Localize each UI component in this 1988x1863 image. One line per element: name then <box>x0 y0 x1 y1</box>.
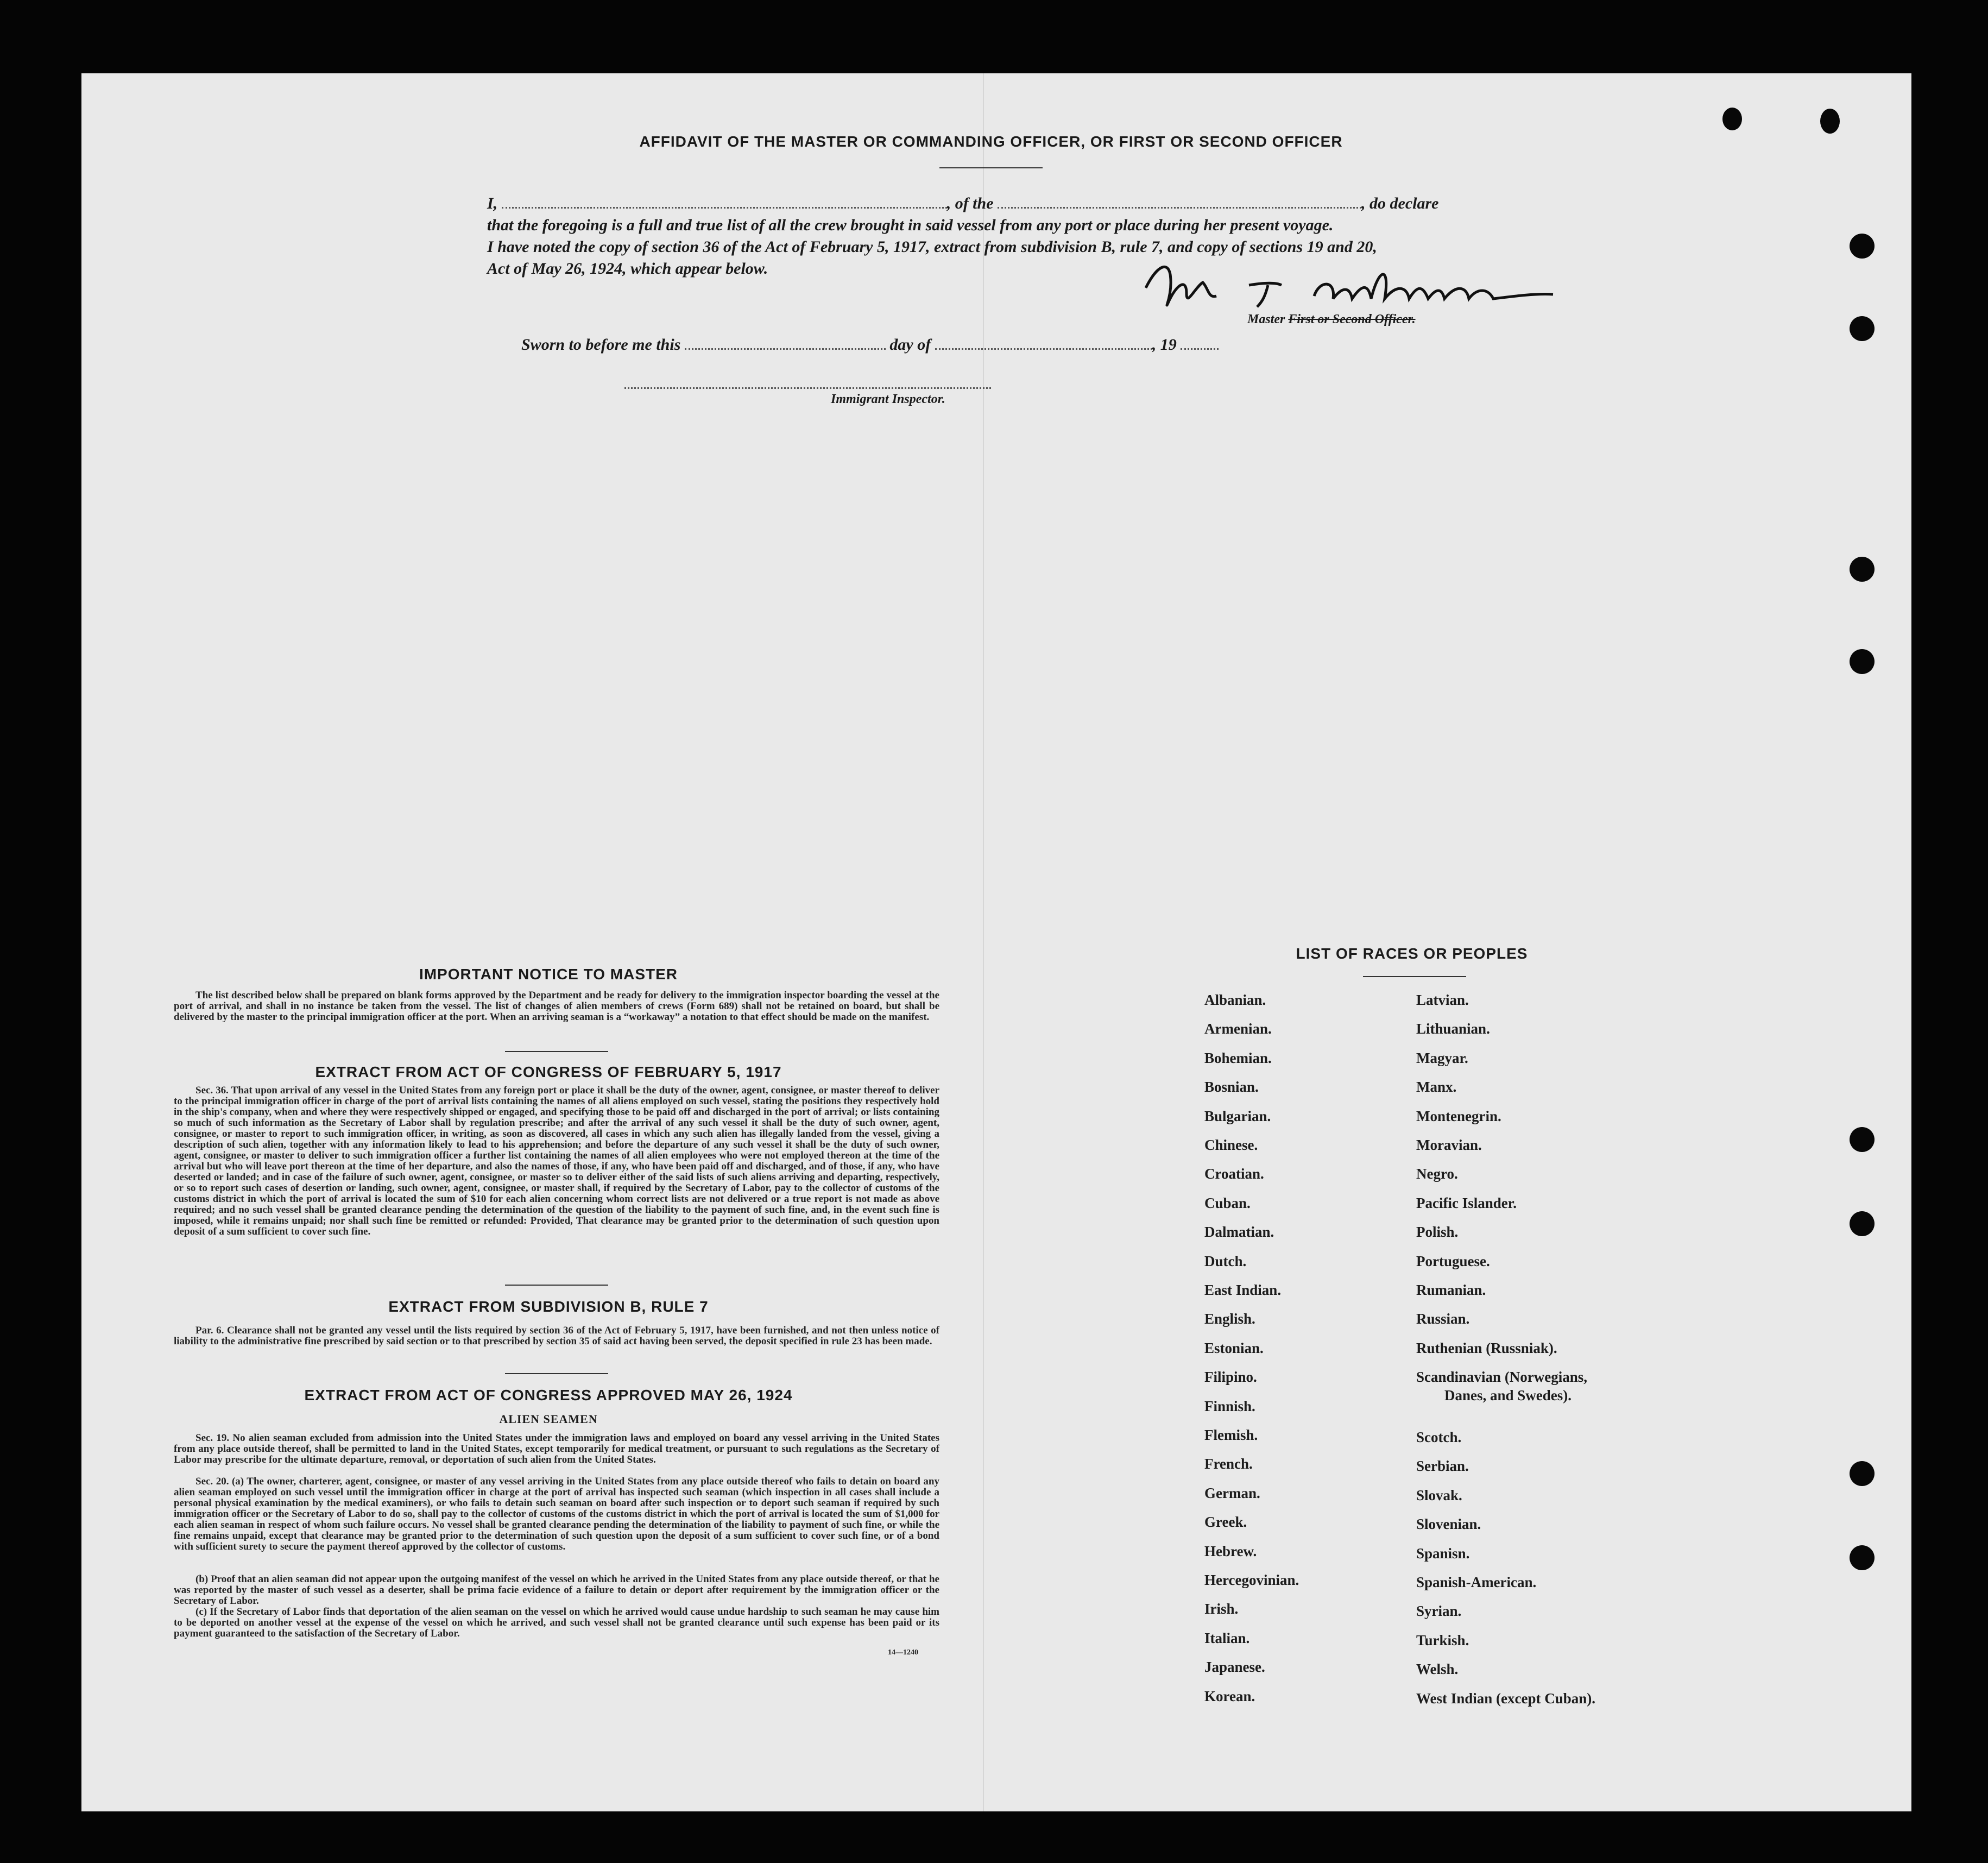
race-item: Scotch. <box>1416 1429 1462 1445</box>
punch-hole <box>1850 316 1875 341</box>
punch-hole <box>1820 109 1840 134</box>
punch-hole <box>1850 1211 1875 1236</box>
race-item: Finnish. <box>1204 1398 1255 1414</box>
race-item: Italian. <box>1204 1629 1250 1646</box>
rule7-text: Par. 6. Clearance shall not be granted any vessel until the lists required by section 36 of the Act of February 5, 1917, have been furnished, and not then unless notice of liability to the administrative fine prescribed by said section or to that prescribed by section 35 of said act having been served, the deposit specified in rule 23 has been made. <box>174 1325 939 1347</box>
affidavit-title: AFFIDAVIT OF THE MASTER OR COMMANDING OFFICER, OR FIRST OR SECOND OFFICER <box>639 133 1343 150</box>
punch-hole <box>1850 557 1875 582</box>
declare-label: , do declare <box>1361 194 1439 212</box>
races-title: LIST OF RACES OR PEOPLES <box>1296 945 1528 962</box>
punch-hole <box>1722 108 1742 130</box>
sworn-year-field[interactable] <box>1181 348 1219 350</box>
punch-hole <box>1850 1127 1875 1152</box>
race-item: Flemish. <box>1204 1427 1258 1443</box>
race-item: French. <box>1204 1456 1253 1472</box>
sec20b-text: (b) Proof that an alien seaman did not appear upon the outgoing manifest of the vessel on which he arrived in the United States from any place outside thereof, or that he was reported by the master of such vessel as a deserter, shall be prima facie evidence of a failure to detain or deport after requirement by the immigration officer or the Secretary of Labor. <box>174 1574 939 1607</box>
race-item: Montenegrin. <box>1416 1107 1501 1124</box>
race-item: Syrian. <box>1416 1603 1462 1620</box>
race-item: Slovenian. <box>1416 1516 1481 1533</box>
races-divider <box>1363 976 1466 977</box>
title-divider <box>939 167 1043 168</box>
master-signature <box>1135 255 1558 315</box>
year-label: , 19 <box>1152 336 1177 354</box>
race-item: Pacific Islander. <box>1416 1194 1517 1211</box>
race-item: German. <box>1204 1484 1260 1501</box>
punch-hole <box>1850 234 1875 259</box>
race-item: Polish. <box>1416 1224 1459 1241</box>
sworn-line <box>521 336 1219 354</box>
race-item: Danes, and Swedes). <box>1444 1387 1572 1404</box>
punch-hole <box>1850 1461 1875 1486</box>
race-item: Latvian. <box>1416 992 1469 1008</box>
race-item: Cuban. <box>1204 1194 1251 1211</box>
race-item: Scandinavian (Norwegians, <box>1416 1369 1588 1386</box>
extract-1917-title: EXTRACT FROM ACT OF CONGRESS OF FEBRUARY 5, 1917 <box>315 1063 782 1080</box>
race-item: Magyar. <box>1416 1049 1468 1066</box>
sworn-day-field[interactable] <box>685 348 886 350</box>
race-item: Korean. <box>1204 1688 1255 1704</box>
race-item: Bulgarian. <box>1204 1107 1271 1124</box>
alien-seamen-subtitle: ALIEN SEAMEN <box>499 1412 598 1426</box>
master-label: Master <box>1247 312 1285 326</box>
race-item: Armenian. <box>1204 1021 1272 1037</box>
rule7-title: EXTRACT FROM SUBDIVISION B, RULE 7 <box>388 1298 709 1315</box>
race-item: Turkish. <box>1416 1632 1469 1648</box>
punch-hole <box>1850 1545 1875 1570</box>
race-item: Dalmatian. <box>1204 1224 1274 1241</box>
race-item: Slovak. <box>1416 1487 1462 1503</box>
race-item: Bohemian. <box>1204 1049 1272 1066</box>
vessel-name-field[interactable] <box>998 207 1361 209</box>
sworn-month-field[interactable] <box>935 348 1152 350</box>
affidavit-line-1 <box>487 194 1438 213</box>
race-item: West Indian (except Cuban). <box>1416 1690 1596 1707</box>
race-item: Irish. <box>1204 1601 1239 1617</box>
sworn-label: Sworn to before me this <box>521 336 681 354</box>
race-item: Spanish-American. <box>1416 1574 1537 1590</box>
race-item: Russian. <box>1416 1311 1470 1327</box>
race-item: Portuguese. <box>1416 1253 1490 1269</box>
divider <box>505 1285 608 1286</box>
sec20c-text: (c) If the Secretary of Labor finds that deportation of the alien seaman on the vessel on which he arrived would cause undue hardship to such seaman he may cause him to be deported on another vessel at the expense of the vessel on which he arrived, and such vessel shall not be granted clearance until such expense has been paid or its payment guaranteed to the satisfaction of the Secretary of Labor. <box>174 1606 939 1639</box>
divider <box>505 1051 608 1052</box>
race-item: Bosnian. <box>1204 1079 1259 1096</box>
race-item: Japanese. <box>1204 1659 1265 1676</box>
inspector-signature-line[interactable] <box>624 387 991 389</box>
race-item: Hebrew. <box>1204 1543 1257 1559</box>
affidavit-line-2: that the foregoing is a full and true list of all the crew brought in said vessel from any port or place during her present voyage. <box>487 216 1334 234</box>
race-item: East Indian. <box>1204 1282 1282 1298</box>
extract-1917-text: Sec. 36. That upon arrival of any vessel in the United States from any foreign port or place it shall be the duty of the owner, agent, consignee, or master thereof to deliver to the principal immigration officer in charge of the port of arrival lists containing the names of all aliens employed on such vessel, stating the positions they respectively hold in the ship's company, when and where they were respectively shipped or engaged, and specifying those to be paid off and discharged in the port of arrival; or lists containing so much of such information as the Secretary of Labor shall by regulation prescribe; and after the arrival of any such vessel it shall be the duty of such owner, agent, consignee, or master to report to such immigration officer, in writing, as soon as discovered, all cases in which any such alien has illegally landed from the vessel, giving a description of such alien, together with any information likely to lead to his apprehension; and before the departure of any such vessel it shall be the duty of such owner, agent, consignee, or master to deliver to such immigration officer a further list containing the names of all alien employees who were not employed thereon at the time of the arrival but who will leave port thereon at the time of her departure, and also the names of those, if any, who have been paid off and discharged, and of those, if any, who have deserted or landed; and in case of the failure of such owner, agent, consignee, or master so to deliver either of the said lists of such aliens arriving and departing, respectively, or so to report such cases of desertion or landing, such owner, agent, consignee, or master shall, if required by the Secretary of Labor, pay to the collector of customs of the customs district in which the port of arrival is located the sum of $10 for each alien concerning whom correct lists are not delivered or a true report is not made as above required; and no such vessel shall be granted clearance pending the determination of the question of the liability to the payment of such fine, and, in the event such fine is imposed, while it remains unpaid; nor shall such fine be remitted or refunded: Provided, That clearance may be granted prior to the determination of such question upon deposit of a sum sufficient to cover such fine. <box>174 1085 939 1237</box>
race-item: Rumanian. <box>1416 1282 1486 1298</box>
race-item: Negro. <box>1416 1166 1458 1182</box>
signature-title <box>1247 312 1416 327</box>
day-of-label: day of <box>889 336 931 354</box>
race-item: Estonian. <box>1204 1339 1264 1356</box>
center-fold <box>983 73 984 1811</box>
extract-1924-title: EXTRACT FROM ACT OF CONGRESS APPROVED MAY 26, 1924 <box>304 1387 793 1403</box>
race-item: Greek. <box>1204 1514 1247 1531</box>
race-item: Serbian. <box>1416 1458 1469 1475</box>
race-item: Hercegovinian. <box>1204 1572 1299 1588</box>
race-item: Lithuanian. <box>1416 1021 1490 1037</box>
affidavit-line-3: I have noted the copy of section 36 of the Act of February 5, 1917, extract from subdivision B, rule 7, and copy of sections 19 and 20, <box>487 238 1377 256</box>
race-item: Welsh. <box>1416 1661 1459 1678</box>
form-number: 14—1240 <box>888 1648 918 1657</box>
punch-hole <box>1850 649 1875 674</box>
race-item: English. <box>1204 1311 1255 1327</box>
inspector-label: Immigrant Inspector. <box>831 392 945 406</box>
race-item: Chinese. <box>1204 1137 1258 1153</box>
notice-title: IMPORTANT NOTICE TO MASTER <box>419 966 678 983</box>
sec19-text: Sec. 19. No alien seaman excluded from admission into the United States under the immigration laws and employed on board any vessel arriving in the United States from any place outside thereof, shall be permitted to land in the United States, except temporarily for medical treatment, or pursuant to such regulations as the Secretary of Labor may prescribe for the ultimate departure, removal, or deportation of such alien from the United States. <box>174 1432 939 1465</box>
race-item: Filipino. <box>1204 1369 1257 1386</box>
struck-officer-label: First or Second Officer. <box>1288 312 1416 326</box>
declarant-name-field[interactable] <box>502 207 947 209</box>
sec20a-text: Sec. 20. (a) The owner, charterer, agent, consignee, or master of any vessel arriving in the United States from any place outside thereof who fails to detain on board any alien seaman employed on such vessel until the immigration officer in charge at the port of arrival has inspected such seaman (which inspection in all cases shall include a personal physical examination by the medical examiners), or who fails to detain such seaman on board after such inspection or to deport such seaman if required by such immigration officer or the Secretary of Labor to do so, shall pay to the collector of customs of the customs district in which the port of arrival is located the sum of $1,000 for each alien seaman in respect of whom such failure occurs. No vessel shall be granted clearance pending the determination of the liability to payment of such fine, or while the fine remains unpaid, except that clearance may be granted prior to the determination of such question upon the deposit of a sum sufficient to cover such fine, or of a bond with sufficient surety to secure the payment thereof approved by the collector of customs. <box>174 1476 939 1552</box>
divider <box>505 1373 608 1374</box>
race-item: Croatian. <box>1204 1166 1264 1182</box>
race-item: Ruthenian (Russniak). <box>1416 1339 1557 1356</box>
race-item: Albanian. <box>1204 992 1266 1008</box>
race-item: Manx. <box>1416 1079 1457 1096</box>
declarant-label: I, <box>487 194 498 212</box>
race-item: Spanisn. <box>1416 1545 1470 1562</box>
notice-text: The list described below shall be prepared on blank forms approved by the Department and be ready for delivery to the immigration inspector boarding the vessel at the port of arrival, and shall in no instance be taken from the vessel. The list of changes of alien members of crews (Form 689) shall not be retained on board, but shall be delivered by the master to the principal immigration officer at the port. When an arriving seaman is a “workaway” a notation to that effect should be made on the manifest. <box>174 990 939 1023</box>
race-item: Moravian. <box>1416 1137 1482 1153</box>
affidavit-line-4: Act of May 26, 1924, which appear below. <box>487 260 768 278</box>
race-item: Dutch. <box>1204 1253 1247 1269</box>
vessel-label: , of the <box>946 194 994 212</box>
